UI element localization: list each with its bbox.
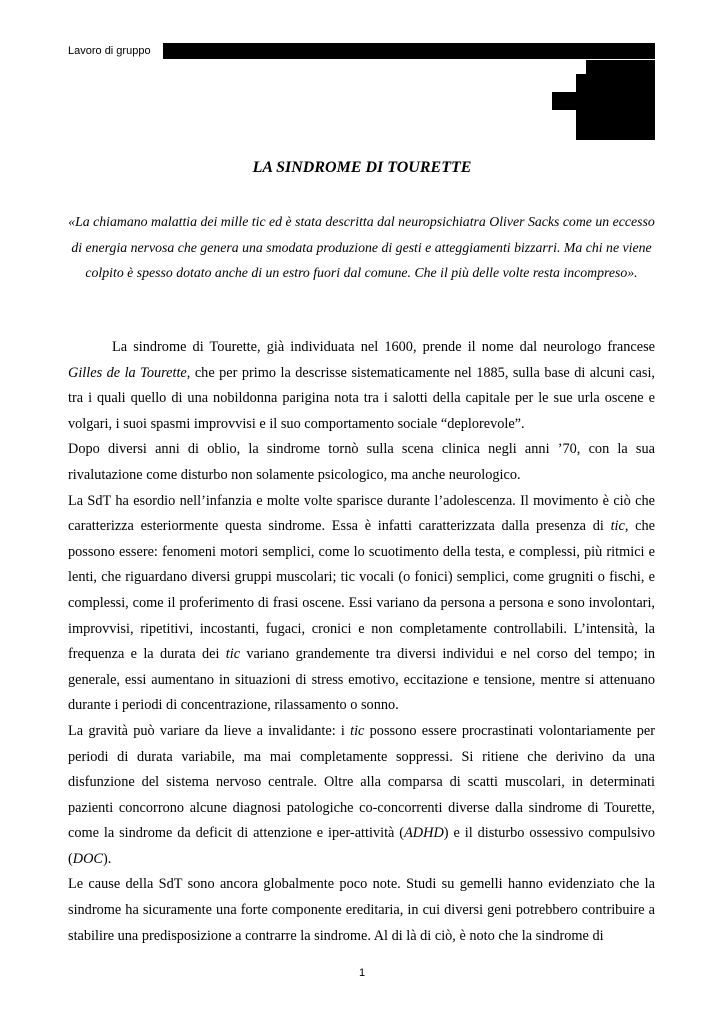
emphasized-term: tic — [225, 646, 241, 663]
redaction-block-left — [552, 92, 578, 110]
emphasized-acronym: DOC — [72, 850, 103, 867]
redaction-block-right — [586, 60, 655, 140]
paragraph-severity — [68, 719, 655, 873]
emphasized-name: Gilles de la Tourette — [68, 364, 187, 381]
paragraph-text: La SdT ha esordio nell’infanzia e molte volte sparisce durante l’adolescenza. Il movimento è ciò che caratterizza esteriormente questa sindrome. Essa è infatti caratterizzata dalla presenza di — [68, 492, 655, 535]
paragraph-text: , che possono essere: fenomeni motori semplici, come lo scuotimento della testa, e complessi, più ritmici e lenti, che riguardano diversi gruppi muscolari; tic vocali (o fonici) semplici, come grugniti o fischi, e complessi, come il proferimento di frasi oscene. Essi variano da persona a persona e sono involontari, improvvisi, ripetitivi, incostanti, fugaci, cronici e non completamente controllabili. L’intensità, la frequenza e la durata dei — [68, 518, 655, 663]
page-number: 1 — [358, 967, 366, 979]
document-title: LA SINDROME DI TOURETTE — [252, 159, 472, 176]
epigraph-quote: «La chiamano malattia dei mille tic ed è stata descritta dal neuropsichiatra Oliver Sacks come un eccesso di energia nervosa che genera una smodata produzione di gesti e atteggiamenti bizzarri. Ma chi ne viene colpito è spesso dotato anche di un estro fuori dal comune. Che il più delle volte resta incompreso». — [68, 214, 655, 281]
redaction-bar-header — [163, 43, 655, 59]
document-body — [68, 335, 655, 949]
emphasized-term: tic — [610, 518, 625, 535]
emphasized-acronym: ADHD — [404, 825, 444, 842]
paragraph-text: possono essere procrastinati volontariamente per periodi di durata variabile, ma mai completamente soppressi. Si ritiene che derivino da una disfunzione del sistema nervoso centrale. Oltre alla comparsa di scatti muscolari, in determinati pazienti concorrono alcune diagnosi patologiche co-concorrenti diverse dalla sindrome di Tourette, come la sindrome da deficit di attenzione e iper-attività ( — [68, 722, 655, 842]
paragraph-text: La gravità può variare da lieve a invalidante: i — [68, 722, 351, 739]
paragraph-text: variano grandemente tra diversi individui e nel corso del tempo; in generale, essi aumentano in situazioni di stress emotivo, eccitazione e tensione, mentre si attenuano durante i periodi di concentrazione, rilassamento o sonno. — [68, 646, 655, 714]
paragraph-text: ) e il disturbo ossessivo compulsivo ( — [68, 825, 655, 867]
paragraph-causes: Le cause della SdT sono ancora globalmente poco note. Studi su gemelli hanno evidenziato che la sindrome ha sicuramente una forte componente ereditaria, in cui diversi geni potrebbero contribuire a stabilire una predisposizione a contrarre la sindrome. Al di là di ciò, è noto che la sindrome di — [68, 876, 655, 944]
paragraph-revival: Dopo diversi anni di oblio, la sindrome tornò sulla scena clinica negli anni ’70, con la sua rivalutazione come disturbo non solamente psicologico, ma anche neurologico. — [68, 441, 655, 483]
paragraph-history — [68, 335, 655, 437]
running-header: Lavoro di gruppo — [68, 45, 151, 57]
paragraph-text: , che per primo la descrisse sistematicamente nel 1885, sulla base di alcuni casi, tra i quali quello di una nobildonna parigina nota tra i salotti della capitale per le sue urla oscene e volgari, i suoi spasmi improvvisi e il suo comportamento sociale “deplorevole”. — [68, 364, 656, 432]
paragraph-text: ). — [102, 850, 112, 867]
paragraph-text: La sindrome di Tourette, già individuata nel 1600, prende il nome dal neurologo francese — [112, 339, 655, 355]
emphasized-term: tic — [350, 722, 365, 739]
paragraph-symptoms — [68, 489, 655, 719]
